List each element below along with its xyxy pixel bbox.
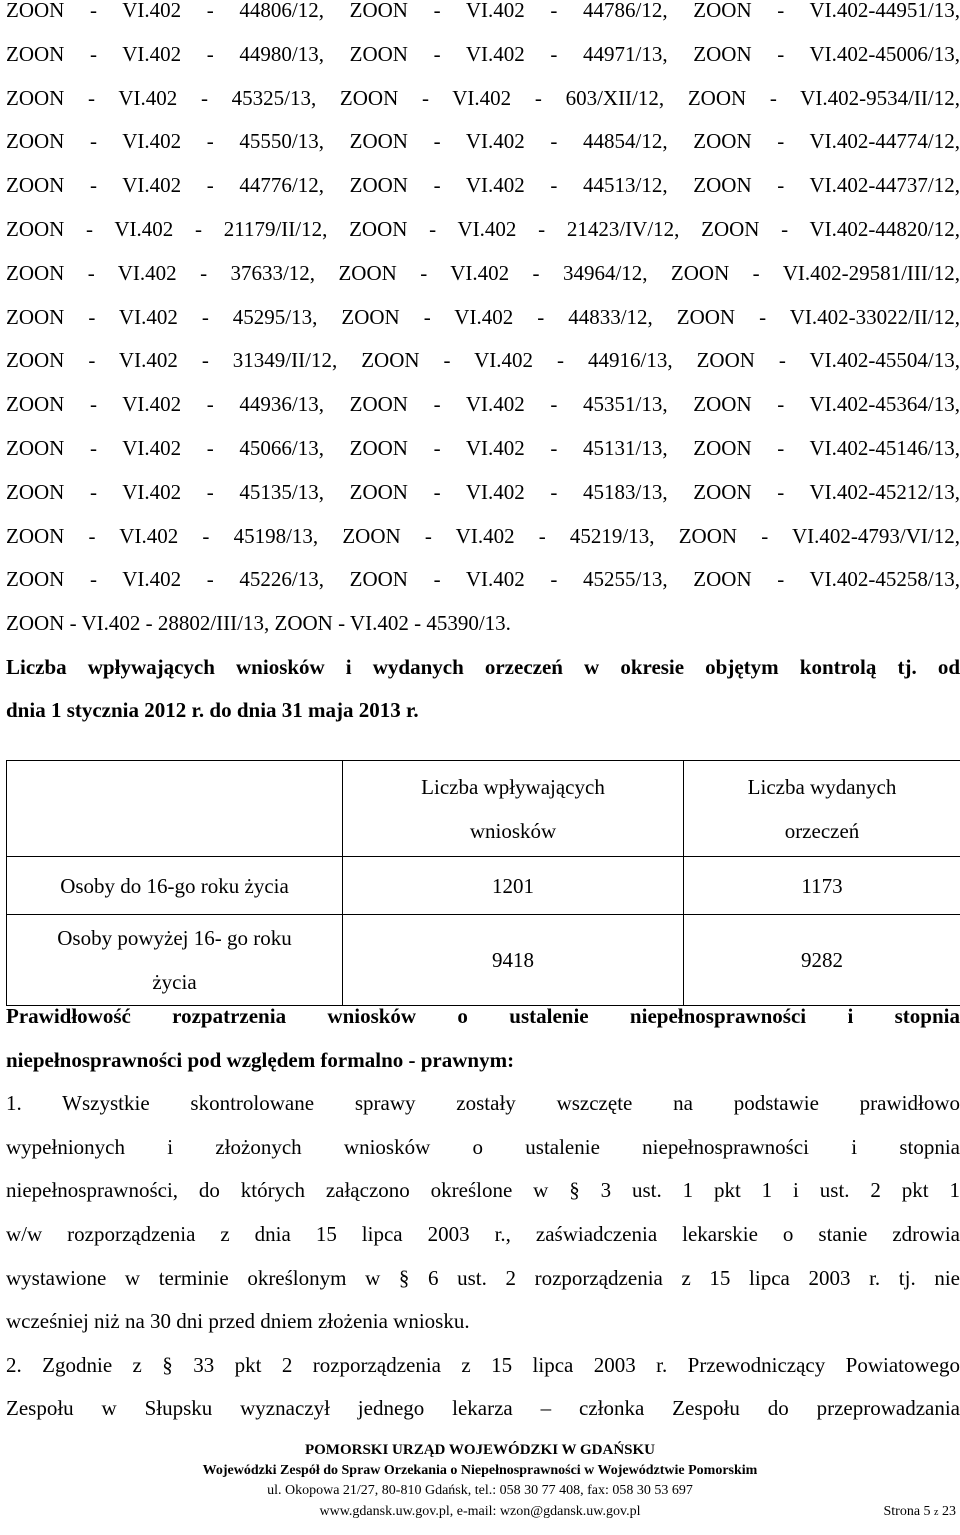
reference-line: ZOON - VI.402 - 44936/13, ZOON - VI.402 - 45351/13, ZOON - VI.402-45364/13, — [6, 392, 960, 417]
paragraph-line: wcześniej niż na 30 dni przed dniem złożenia wniosku. — [6, 1309, 470, 1334]
reference-line: ZOON - VI.402 - 45198/13, ZOON - VI.402 - 45219/13, ZOON - VI.402-4793/VI/12, — [6, 523, 960, 548]
reference-line: ZOON - VI.402 - 44776/12, ZOON - VI.402 - 44513/12, ZOON - VI.402-44737/12, — [6, 173, 960, 198]
header-issued-line2: orzeczeń — [784, 818, 860, 843]
section-title-line: niepełnosprawności pod względem formalno - prawnym: — [6, 1047, 515, 1072]
reference-line: ZOON - VI.402 - 28802/III/13, ZOON - VI.402 - 45390/13. — [6, 611, 511, 636]
reference-line: ZOON - VI.402 - 45226/13, ZOON - VI.402 - 45255/13, ZOON - VI.402-45258/13, — [6, 567, 960, 592]
reference-line: ZOON - VI.402 - 21179/II/12, ZOON - VI.402 - 21423/IV/12, ZOON - VI.402-44820/12, — [6, 216, 960, 241]
header-incoming-line1: Liczba wpływających — [421, 774, 605, 799]
footer-address: ul. Okopowa 21/27, 80-810 Gdańsk, tel.: 058 30 77 408, fax: 058 30 53 697 — [267, 1483, 693, 1498]
paragraph-line: 1. Wszystkie skontrolowane sprawy zostały wszczęte na podstawie prawidłowo — [6, 1091, 960, 1116]
reference-line: ZOON - VI.402 - 44806/12, ZOON - VI.402 - 44786/12, ZOON - VI.402-44951/13, — [6, 0, 960, 22]
formal-legal-section — [6, 1004, 960, 1440]
page-of: z — [934, 1507, 939, 1518]
statistics-table — [6, 760, 960, 1006]
reference-line: ZOON - VI.402 - 45325/13, ZOON - VI.402 - 603/XII/12, ZOON - VI.402-9534/II/12, — [6, 85, 960, 110]
page-footer — [0, 1440, 960, 1523]
row-incoming-value: 9418 — [343, 915, 684, 1006]
table-row — [7, 915, 960, 1006]
heading-line: dnia 1 stycznia 2012 r. do dnia 31 maja 2013 r. — [6, 698, 419, 723]
paragraph-line: Zespołu w Słupsku wyznaczył jednego lekarza – członka Zespołu do przeprowadzania — [6, 1396, 960, 1421]
table-header-row — [7, 761, 960, 857]
paragraph-line: wystawione w terminie określonym w § 6 ust. 2 rozporządzenia z 15 lipca 2003 r. tj. nie — [6, 1265, 960, 1290]
header-cell-empty — [7, 761, 343, 857]
paragraph-line: wypełnionych i złożonych wniosków o ustalenie niepełnosprawności i stopnia — [6, 1134, 960, 1159]
case-reference-list — [6, 0, 960, 655]
heading-line: Liczba wpływających wniosków i wydanych orzeczeń w okresie objętym kontrolą tj. od — [6, 654, 960, 679]
row-label — [7, 915, 343, 1006]
header-cell-incoming — [343, 761, 684, 857]
reference-line: ZOON - VI.402 - 45295/13, ZOON - VI.402 - 44833/12, ZOON - VI.402-33022/II/12, — [6, 304, 960, 329]
table-row — [7, 857, 960, 915]
section-title-line: Prawidłowość rozpatrzenia wniosków o ustalenie niepełnosprawności i stopnia — [6, 1004, 960, 1028]
document-body — [6, 0, 960, 742]
page-label: Strona 5 — [883, 1504, 931, 1519]
page-number — [883, 1501, 956, 1524]
header-cell-issued — [684, 761, 960, 857]
reference-line: ZOON - VI.402 - 44980/13, ZOON - VI.402 - 44971/13, ZOON - VI.402-45006/13, — [6, 41, 960, 66]
reference-line: ZOON - VI.402 - 31349/II/12, ZOON - VI.402 - 44916/13, ZOON - VI.402-45504/13, — [6, 348, 960, 373]
paragraph-line: w/w rozporządzenia z dnia 15 lipca 2003 r., zaświadczenia lekarskie o stanie zdrowia — [6, 1221, 960, 1246]
paragraph-line: niepełnosprawności, do których załączono określone w § 3 ust. 1 pkt 1 i ust. 2 pkt 1 — [6, 1178, 960, 1203]
reference-line: ZOON - VI.402 - 37633/12, ZOON - VI.402 - 34964/12, ZOON - VI.402-29581/III/12, — [6, 260, 960, 285]
reference-line: ZOON - VI.402 - 45550/13, ZOON - VI.402 - 44854/12, ZOON - VI.402-44774/12, — [6, 129, 960, 154]
section-title — [6, 1004, 960, 1091]
paragraph-1 — [6, 1091, 960, 1353]
header-incoming-line2: wniosków — [469, 818, 557, 843]
reference-line: ZOON - VI.402 - 45066/13, ZOON - VI.402 - 45131/13, ZOON - VI.402-45146/13, — [6, 435, 960, 460]
statistics-heading — [6, 655, 960, 742]
footer-organization: POMORSKI URZĄD WOJEWÓDZKI W GDAŃSKU — [304, 1442, 656, 1458]
footer-contact-row — [0, 1501, 960, 1523]
paragraph-2 — [6, 1353, 960, 1440]
reference-line: ZOON - VI.402 - 45135/13, ZOON - VI.402 - 45183/13, ZOON - VI.402-45212/13, — [6, 479, 960, 504]
row-issued-value: 9282 — [684, 915, 960, 1006]
row-issued-value: 1173 — [684, 857, 960, 915]
paragraph-line: 2. Zgodnie z § 33 pkt 2 rozporządzenia z 15 lipca 2003 r. Przewodniczący Powiatowego — [6, 1352, 960, 1377]
row-incoming-value: 1201 — [343, 857, 684, 915]
header-issued-line1: Liczba wydanych — [747, 774, 897, 799]
row-label-line2: życia — [152, 970, 197, 994]
page-total: 23 — [942, 1504, 956, 1519]
footer-unit: Wojewódzki Zespół do Spraw Orzekania o Niepełnosprawności w Województwie Pomorskim — [202, 1463, 758, 1478]
row-label: Osoby do 16-go roku życia — [7, 857, 343, 915]
row-label-line1: Osoby powyżej 16- go roku — [57, 926, 292, 950]
footer-web-email: www.gdansk.uw.gov.pl, e-mail: wzon@gdansk.uw.gov.pl — [319, 1504, 641, 1519]
